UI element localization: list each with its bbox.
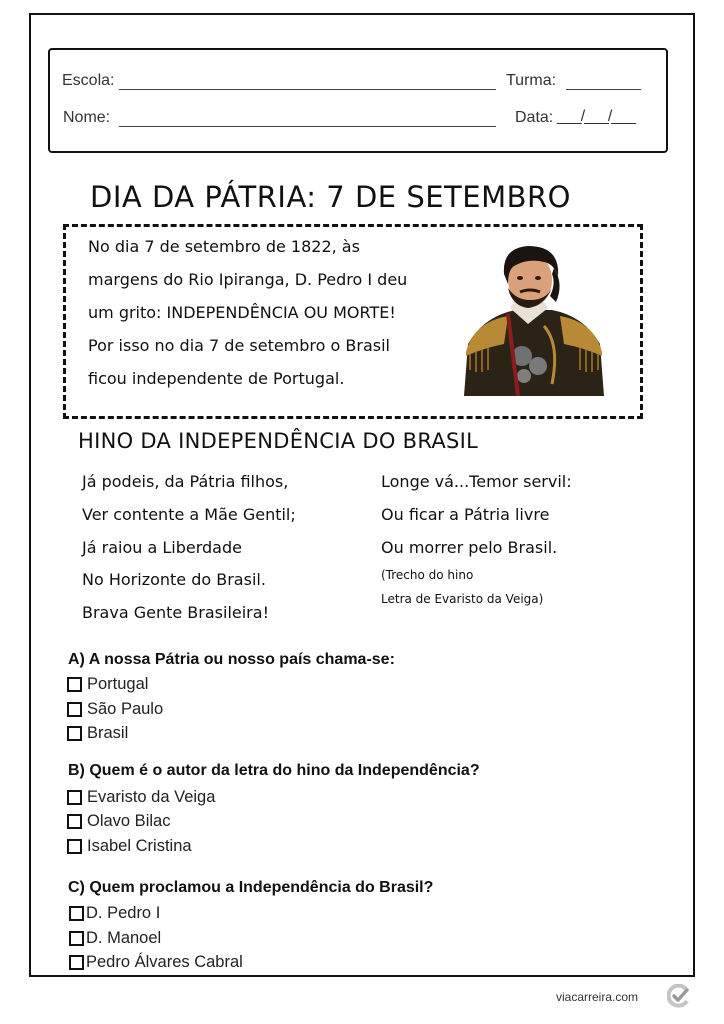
check-logo-icon xyxy=(667,984,691,1008)
checkbox[interactable] xyxy=(67,814,82,829)
option-d-pedro-i[interactable] xyxy=(69,904,160,923)
worksheet-border xyxy=(29,13,695,977)
question-a-title: A) A nossa Pátria ou nosso país chama-se: xyxy=(68,651,395,668)
page-title: DIA DA PÁTRIA: 7 DE SETEMBRO xyxy=(90,180,571,214)
checkbox[interactable] xyxy=(67,839,82,854)
nome-label: Nome: xyxy=(63,109,111,126)
turma-label: Turma: xyxy=(506,72,557,89)
option-d-manoel[interactable] xyxy=(69,929,161,948)
checkbox[interactable] xyxy=(67,702,82,717)
option-label: Olavo Bilac xyxy=(87,812,171,830)
option-label: Pedro Álvares Cabral xyxy=(86,953,243,971)
intro-line: um grito: INDEPENDÊNCIA OU MORTE! xyxy=(88,303,396,322)
option-label: Evaristo da Veiga xyxy=(87,788,216,806)
dom-pedro-portrait xyxy=(464,244,604,396)
verse-line: Brava Gente Brasileira! xyxy=(82,603,269,622)
option-olavo-bilac[interactable] xyxy=(67,812,170,831)
option-label: Isabel Cristina xyxy=(87,837,192,855)
nome-field[interactable] xyxy=(119,126,496,127)
verse-line: Longe vá...Temor servil: xyxy=(381,472,572,491)
data-field[interactable]: ___/___/___ xyxy=(557,108,635,125)
option-pedro-alvares-cabral[interactable] xyxy=(69,953,243,972)
checkbox[interactable] xyxy=(67,790,82,805)
verse-line: Já podeis, da Pátria filhos, xyxy=(82,472,289,491)
verse-line: Já raiou a Liberdade xyxy=(82,538,242,557)
hymn-note: (Trecho do hino xyxy=(381,568,474,582)
verse-line: Ou morrer pelo Brasil. xyxy=(381,538,558,557)
escola-label: Escola: xyxy=(62,72,115,89)
hymn-note: Letra de Evaristo da Veiga) xyxy=(381,592,544,606)
student-info-box xyxy=(48,48,668,153)
verse-line: No Horizonte do Brasil. xyxy=(82,570,266,589)
checkbox[interactable] xyxy=(69,906,84,921)
verse-line: Ou ficar a Pátria livre xyxy=(381,505,550,524)
hymn-title: HINO DA INDEPENDÊNCIA DO BRASIL xyxy=(78,429,479,453)
question-c-title: C) Quem proclamou a Independência do Brasil? xyxy=(68,879,434,896)
intro-line: ficou independente de Portugal. xyxy=(88,369,345,388)
option-isabel-cristina[interactable] xyxy=(67,837,192,856)
checkbox[interactable] xyxy=(67,677,82,692)
option-label: D. Manoel xyxy=(86,929,162,947)
question-b-title: B) Quem é o autor da letra do hino da Independência? xyxy=(68,762,480,779)
data-label: Data: xyxy=(515,109,554,126)
escola-field[interactable] xyxy=(119,89,496,90)
checkbox[interactable] xyxy=(67,726,82,741)
option-brasil[interactable] xyxy=(67,724,128,743)
intro-line: No dia 7 de setembro de 1822, às xyxy=(88,237,360,256)
verse-line: Ver contente a Mãe Gentil; xyxy=(82,505,296,524)
option-portugal[interactable] xyxy=(67,675,148,694)
option-evaristo-da-veiga[interactable] xyxy=(67,788,215,807)
intro-line: Por isso no dia 7 de setembro o Brasil xyxy=(88,336,390,355)
option-label: D. Pedro I xyxy=(86,904,161,922)
intro-line: margens do Rio Ipiranga, D. Pedro I deu xyxy=(88,270,408,289)
option-sao-paulo[interactable] xyxy=(67,700,163,719)
option-label: São Paulo xyxy=(87,700,164,718)
checkbox[interactable] xyxy=(69,931,84,946)
footer-site-link[interactable]: viacarreira.com xyxy=(556,990,639,1004)
turma-field[interactable] xyxy=(566,89,641,90)
checkbox[interactable] xyxy=(69,955,84,970)
option-label: Portugal xyxy=(87,675,149,693)
option-label: Brasil xyxy=(87,724,129,742)
